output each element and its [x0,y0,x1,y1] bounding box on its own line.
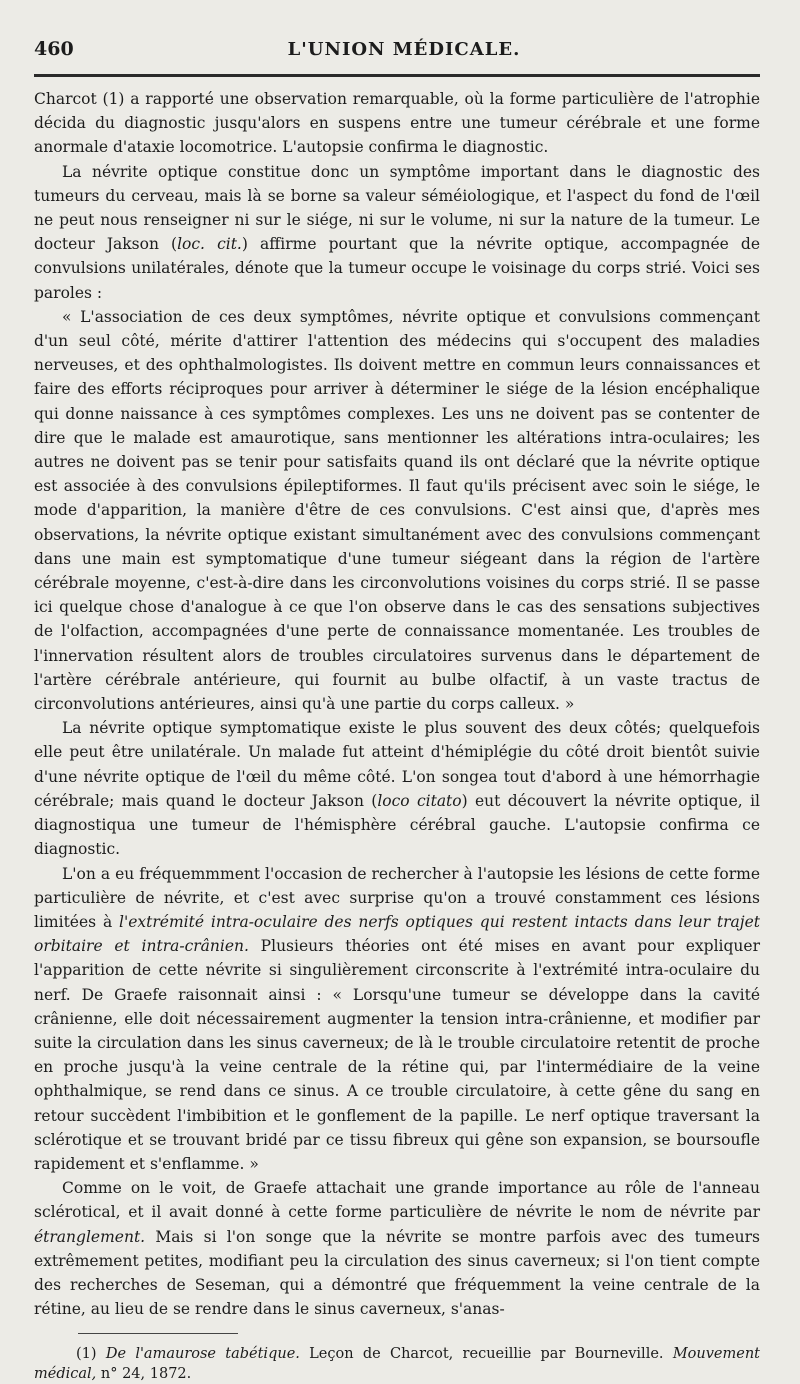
page-number: 460 [34,38,74,60]
paragraph-6-text-end: Mais si l'on songe que la névrite se montre parfois avec des tumeurs extrêmement petites, modifiant peu la circulation des sinus caverneux; si l'on tient compte des recherches de Seseman, qui a démontré que fréquemment la veine centrale de la rétine, au lieu de se rendre dans le sinus caverneux, s'anas- [34,1227,760,1319]
paragraph-6-emphasis: étranglement. [34,1227,146,1246]
footnote-rule [78,1333,238,1334]
running-head: L'UNION MÉDICALE. [287,39,521,60]
paragraph-2-citation: loc. cit. [177,235,242,254]
body-text [34,87,760,1321]
paragraph-4-text: La névrite optique symptomatique existe le plus souvent des deux côtés; quelquefois elle peut être unilatérale. Un malade fut atteint d'hémiplégie du côté droit bientôt suivie d'une névrite optique de l'œil du même côté. L'on songea tout d'abord à une hémorrhagie cérébrale; mais quand le docteur Jakson ( [34,719,760,810]
paragraph-5 [34,862,760,1177]
footnote-marker: (1) [76,1346,106,1363]
paragraph-6-text: Comme on le voit, de Graefe attachait une grande importance au rôle de l'anneau sclérotical, et il avait donné à cette forme particulière de névrite le nom de névrite par [34,1179,760,1222]
page-header [34,38,760,68]
paragraph-5-text-end: Plusieurs théories ont été mises en avant pour expliquer l'apparition de cette névrite si singulièrement circonscrite à l'extrémité intra-oculaire du nerf. De Graefe raisonnait ainsi : « Lorsqu'une tumeur se développe dans la cavité crânienne, elle doit nécessairement augmenter la tension intra-crânienne, et modifier par suite la circulation dans les sinus caverneux; de là le trouble circulatoire retentit de proche en proche jusqu'à la veine centrale de la rétine qui, par l'intermédiaire de la veine ophthalmique, se rend dans ce sinus. A ce trouble circulatoire, à cette gêne du sang en retour succèdent l'imbibition et le gonflement de la papille. Le nerf optique traversant la sclérotique et se trouvant bridé par ce tissu fibreux qui gêne son expansion, se boursoufle rapidement et s'enflamme. » [34,937,760,1173]
paragraph-4 [34,716,760,861]
paragraph-2-text-end: ) affirme pourtant que la névrite optique, accompagnée de convulsions unilatérales, dénote que la tumeur occupe le voisinage du corps strié. Voici ses paroles : [34,235,761,302]
header-rule [34,74,760,77]
paragraph-3-quotation: « L'association de ces deux symptômes, névrite optique et convulsions commençant d'un seul côté, mérite d'attirer l'attention des médecins qui s'occupent des maladies nerveuses, et des ophthalmologistes. Ils doivent mettre en commun leurs connaissances et faire des efforts réciproques pour arriver à déterminer le siége de la lésion encéphalique qui donne naissance à ces symptômes complexes. Les uns ne doivent pas se contenter de dire que le malade est amaurotique, sans mentionner les altérations intra-oculaires; les autres ne doivent pas se tenir pour satisfaits quand ils ont déclaré que la névrite optique est associée à des convulsions épileptiformes. Il faut qu'ils précisent avec soin le siége, le mode d'apparition, la manière d'être de ces convulsions. C'est ainsi que, d'après mes observations, la névrite optique existant simultanément avec des convulsions commençant dans une main est symptomatique d'une tumeur siégeant dans la région de l'artère cérébrale moyenne, c'est-à-dire dans les circonvolutions voisines du corps strié. Il se passe ici quelque chose d'analogue à ce que l'on observe dans le cas des sensations subjectives de l'olfaction, accompagnées d'une perte de connaissance momentanée. Les troubles de l'innervation résultent alors de troubles circulatoires survenus dans le département de l'artère cérébrale antérieure, qui fournit au bulbe olfactif, à un vaste tractus de circonvolutions antérieures, ainsi qu'à une partie du corps calleux. » [34,307,760,714]
paragraph-2-text: La névrite optique constitue donc un symptôme important dans le diagnostic des tumeurs du cerveau, mais là se borne sa valeur séméiologique, et l'aspect du fond de l'œil ne peut nous renseigner ni sur le siége, ni sur le volume, ni sur la nature de la tumeur. Le docteur Jakson ( [34,162,760,254]
paragraph-2 [34,160,760,305]
footnote [34,1344,760,1384]
paragraph-5-emphasis: l'extrémité intra-oculaire des nerfs optiques qui restent intacts dans leur trajet orbitaire et intra-crânien. [34,912,760,956]
footnote-title: De l'amaurose tabétique. [105,1346,300,1363]
paragraph-1: Charcot (1) a rapporté une observation remarquable, où la forme particulière de l'atrophie décida du diagnostic jusqu'alors en suspens entre une tumeur cérébrale et une forme anormale d'ataxie locomotrice. L'autopsie confirma le diagnostic. [34,90,760,157]
footnote-issue: n° 24, 1872. [96,1366,192,1383]
paragraph-6 [34,1176,760,1321]
footnote-journal: Mouvement médical, [34,1346,760,1383]
footnote-text: Leçon de Charcot, recueillie par Bourneville. [299,1346,673,1363]
paragraph-4-text-end: ) eut découvert la névrite optique, il diagnostiqua une tumeur de l'hémisphère cérébral gauche. L'autopsie confirma ce diagnostic. [34,791,760,859]
paragraph-4-citation: loco citato [377,791,462,810]
paragraph-5-text: L'on a eu fréquemmment l'occasion de rechercher à l'autopsie les lésions de cette forme particulière de névrite, et c'est avec surprise qu'on a trouvé constamment ces lésions limitées à [34,864,760,931]
